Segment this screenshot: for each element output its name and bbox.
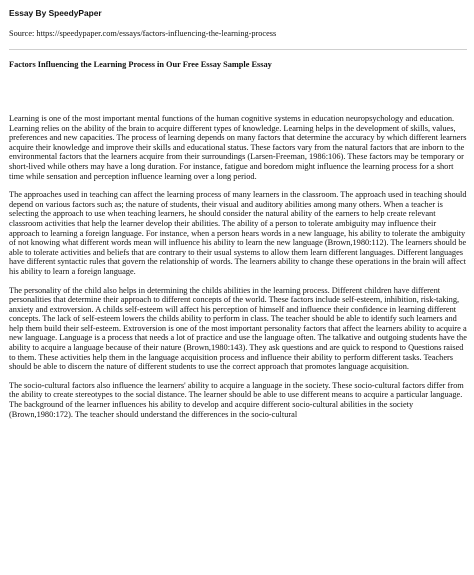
essay-paragraph-1: Learning is one of the most important mental functions of the human cognitive systems in education neuropsychology and education. Learning relies on the ability of the brain to acquire different types of knowledge. Learning helps in the development of skills, values, preferences and new capacities. The process of learning depends on many factors that determine the accuracy by which different learners acquire their knowledge and improve their skills and educational status. These factors vary from the natural factors that are inborn to the environmental factors that the learners acquire from their surroundings (Larsen-Freeman, 1986:106). These factors may be temporary or short-lived while others may have a long duration. For instance, fatigue and boredom might influence the learning process for a short time while sensation and perception influence learning over a long period. [9, 114, 467, 181]
site-title: Essay By SpeedyPaper [9, 8, 102, 18]
essay-body [9, 114, 467, 419]
source-line: Source: https://speedypaper.com/essays/factors-influencing-the-learning-process [9, 29, 277, 38]
essay-paragraph-4: The socio-cultural factors also influence the learners' ability to acquire a language in the society. These socio-cultural factors differ from the ability to create stereotypes to the social distance. The learner should be able to use different means to acquire a particular language. The background of the learner influences his ability to develop and acquire different socio-cultural abilities in the society (Brown,1980:172). The teacher should understand the differences in the socio-cultural [9, 380, 464, 419]
essay-paragraph-3: The personality of the child also helps in determining the childs abilities in the learning process. Different children have different personalities that determine their approach to different concepts of the world. These factors include self-esteem, inhibition, risk-taking, anxiety and extroversion. A childs self-esteem will affect his perception of himself and influence their confidence in learning different concepts. The lack of self-esteem lowers the childs ability to perform in class. The teacher should be able to identify such learners and help them build their self-esteem. Extroversion is one of the most important personality factors that affect the learners ability to acquire a new language. Language is a process that needs a lot of practice and use the language often. The talkative and outgoing students have the ability to acquire a language because of their nature (Brown,1980:143). They ask questions and are quick to respond to Questions raised to them. These activities help them in the language acquisition process and influence their ability to perform different tasks. Teachers should be able to discern the nature of different students to use the correct approach that promotes language acquisition. [9, 285, 467, 372]
header-divider [9, 49, 467, 50]
essay-title: Factors Influencing the Learning Process in Our Free Essay Sample Essay [9, 60, 272, 69]
essay-paragraph-2: The approaches used in teaching can affect the learning process of many learners in the classroom. The approach used in teaching should depend on various factors such as; the nature of students, their visual and auditory abilities among many others. When a teacher is selecting the approach to use when teaching learners, he should consider the natural ability of the earners to help create relevant classroom activities that help the learner develop their abilities. The ability of a person to tolerate ambiguity may influence their approach to learning a foreign language. For instance, when a person hears words in a new language, his ability to tolerate the ambiguity of not knowing what different words mean will influence his ability to learn the new language (Brown,1980:112). The learners should be able to tolerate activities and beliefs that are contrary to their usual systems to allow them learn different languages. Different languages have different syntactic rules that govern the relationship of words. The learners ability to change these operations in the brain will affect his ability to learn a foreign language. [9, 190, 467, 276]
page-header [9, 8, 467, 70]
